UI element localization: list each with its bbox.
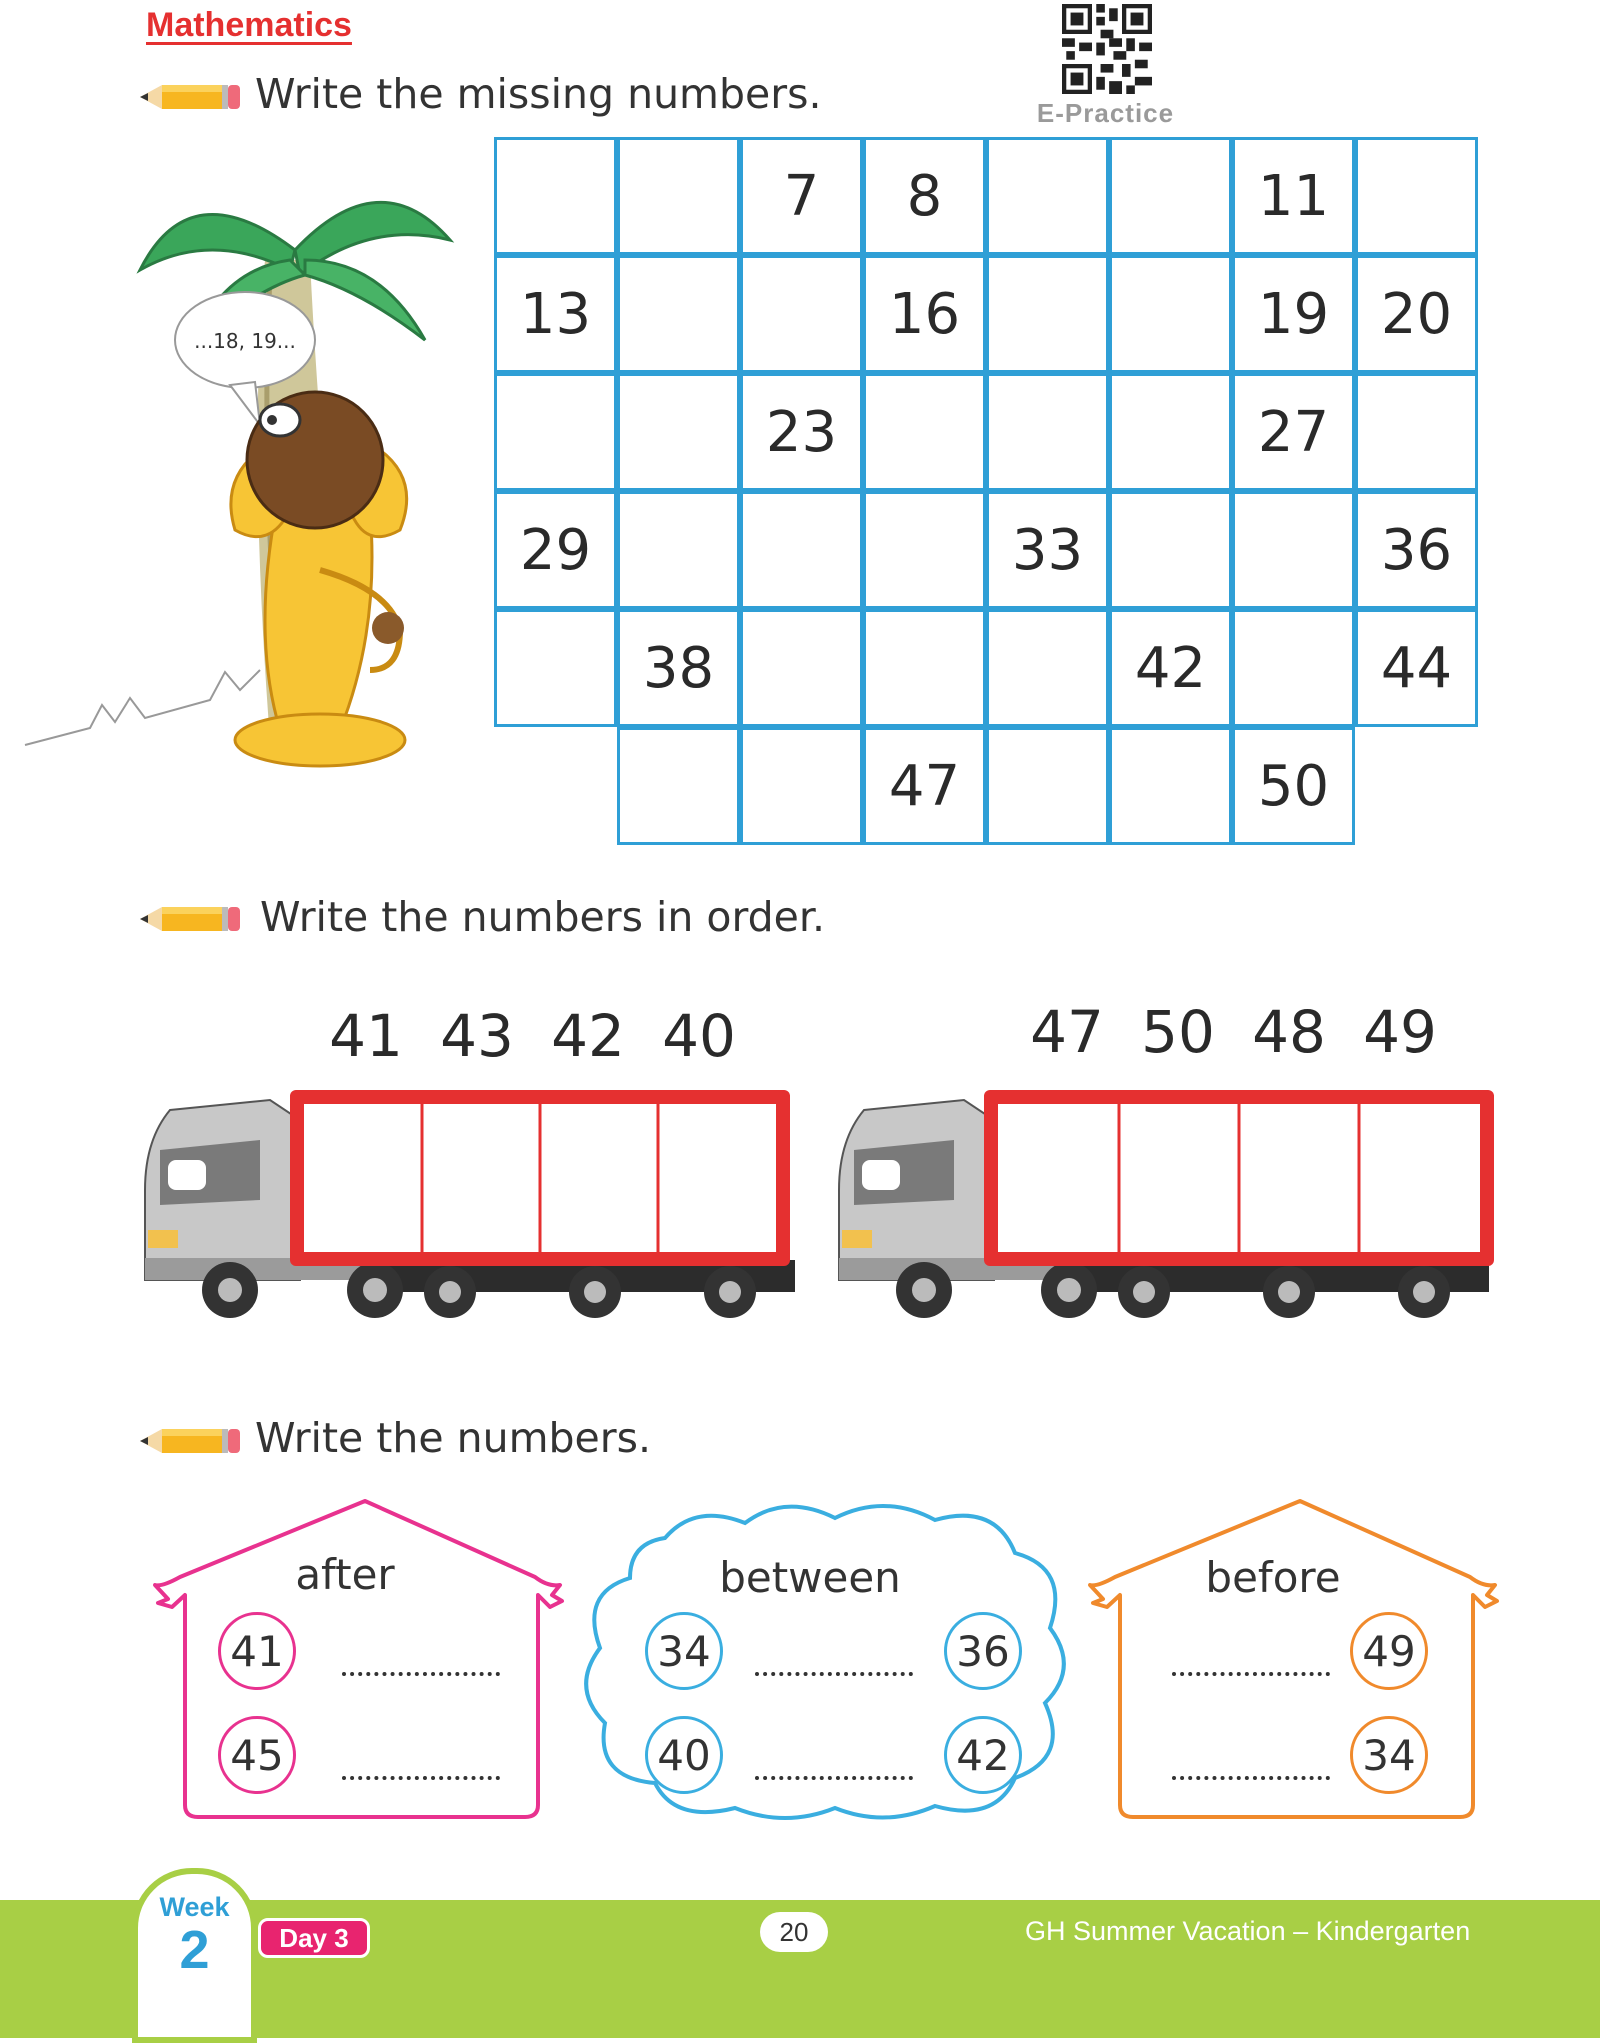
instruction-missing-numbers: Write the missing numbers. (255, 70, 822, 118)
grid-cell (1355, 491, 1478, 609)
between-title: between (719, 1553, 901, 1602)
grid-cell[interactable] (1355, 137, 1478, 255)
grid-cell[interactable] (986, 137, 1109, 255)
grid-cell[interactable] (494, 373, 617, 491)
grid-number: 13 (519, 281, 592, 347)
grid-cell[interactable] (1109, 491, 1232, 609)
after-title: after (295, 1550, 395, 1599)
grid-number: 8 (906, 163, 943, 229)
grid-cell (1109, 609, 1232, 727)
after-number: 41 (218, 1612, 296, 1690)
instruction-numbers-in-order: Write the numbers in order. (260, 893, 826, 941)
grid-number: 11 (1257, 163, 1330, 229)
truck-1-number: 43 (440, 1002, 514, 1070)
grid-cell[interactable] (1232, 609, 1355, 727)
grid-cell (1232, 255, 1355, 373)
grid-cell (494, 255, 617, 373)
answer-blank[interactable] (342, 1776, 500, 1780)
day-badge: Day 3 (258, 1918, 370, 1958)
grid-cell[interactable] (617, 727, 740, 845)
grid-cell[interactable] (986, 373, 1109, 491)
grid-cell[interactable] (1355, 373, 1478, 491)
between-number: 40 (645, 1716, 723, 1794)
grid-cell[interactable] (986, 609, 1109, 727)
grid-cell[interactable] (1232, 491, 1355, 609)
grid-cell[interactable] (494, 137, 617, 255)
answer-blank[interactable] (1172, 1672, 1330, 1676)
grid-cell[interactable] (617, 491, 740, 609)
pencil-icon (140, 1424, 240, 1458)
grid-cell[interactable] (740, 609, 863, 727)
grid-cell[interactable] (986, 727, 1109, 845)
answer-blank[interactable] (342, 1672, 500, 1676)
grid-cell (1232, 137, 1355, 255)
speech-bubble-text: ...18, 19... (194, 329, 296, 353)
grid-number: 27 (1257, 399, 1330, 465)
truck-2-number: 49 (1363, 998, 1437, 1066)
lion-tree-illustration (20, 150, 500, 770)
truck-1-number: 40 (662, 1002, 736, 1070)
truck-1-number: 41 (329, 1002, 403, 1070)
grid-cell (740, 373, 863, 491)
grid-cell[interactable] (617, 137, 740, 255)
grid-cell[interactable] (1109, 137, 1232, 255)
grid-cell[interactable] (1109, 255, 1232, 373)
grid-cell (986, 491, 1109, 609)
grid-cell (1232, 727, 1355, 845)
truck-1-number: 42 (551, 1002, 625, 1070)
grid-number: 44 (1380, 635, 1453, 701)
grid-number: 47 (888, 753, 961, 819)
grid-cell (863, 137, 986, 255)
answer-blank[interactable] (755, 1776, 913, 1780)
subject-title: Mathematics (146, 6, 352, 44)
answer-blank[interactable] (755, 1672, 913, 1676)
truck-1 (140, 1080, 820, 1320)
grid-cell[interactable] (1109, 373, 1232, 491)
instruction-write-numbers: Write the numbers. (255, 1414, 652, 1462)
week-label: Week (159, 1892, 230, 1922)
grid-cell (863, 727, 986, 845)
grid-number: 7 (783, 163, 820, 229)
qr-code-icon[interactable] (1062, 4, 1152, 94)
truck-2 (834, 1080, 1514, 1320)
grid-cell[interactable] (617, 255, 740, 373)
grid-number: 20 (1380, 281, 1453, 347)
between-number: 42 (944, 1716, 1022, 1794)
page-number: 20 (760, 1912, 828, 1952)
truck-2-number: 47 (1030, 998, 1104, 1066)
before-number: 34 (1350, 1716, 1428, 1794)
grid-cell[interactable] (863, 373, 986, 491)
grid-cell (863, 255, 986, 373)
grid-number: 36 (1380, 517, 1453, 583)
grid-cell (1232, 373, 1355, 491)
grid-cell[interactable] (740, 727, 863, 845)
grid-cell[interactable] (863, 491, 986, 609)
answer-blank[interactable] (1172, 1776, 1330, 1780)
grid-number: 33 (1011, 517, 1084, 583)
week-tab (132, 1868, 257, 2043)
truck-2-number: 50 (1141, 998, 1215, 1066)
between-number: 34 (645, 1612, 723, 1690)
grid-cell[interactable] (1109, 727, 1232, 845)
grid-cell[interactable] (986, 255, 1109, 373)
book-title: GH Summer Vacation – Kindergarten (1025, 1916, 1471, 1946)
pencil-icon (140, 80, 240, 114)
before-title: before (1205, 1553, 1341, 1602)
grid-cell[interactable] (740, 491, 863, 609)
before-number: 49 (1350, 1612, 1428, 1690)
grid-number: 38 (642, 635, 715, 701)
after-number: 45 (218, 1716, 296, 1794)
grid-cell (617, 609, 740, 727)
grid-cell (494, 491, 617, 609)
pencil-icon (140, 902, 240, 936)
grid-number: 42 (1134, 635, 1207, 701)
grid-number: 50 (1257, 753, 1330, 819)
e-practice-label: E-Practice (1036, 98, 1175, 128)
grid-number: 23 (765, 399, 838, 465)
grid-cell[interactable] (740, 255, 863, 373)
grid-cell[interactable] (863, 609, 986, 727)
grid-cell (1355, 255, 1478, 373)
grid-cell (1355, 609, 1478, 727)
grid-cell[interactable] (494, 609, 617, 727)
grid-cell (740, 137, 863, 255)
between-number: 36 (944, 1612, 1022, 1690)
grid-number: 29 (519, 517, 592, 583)
grid-number: 19 (1257, 281, 1330, 347)
grid-number: 16 (888, 281, 961, 347)
truck-2-number: 48 (1252, 998, 1326, 1066)
week-number: 2 (179, 1920, 210, 1980)
grid-cell[interactable] (617, 373, 740, 491)
